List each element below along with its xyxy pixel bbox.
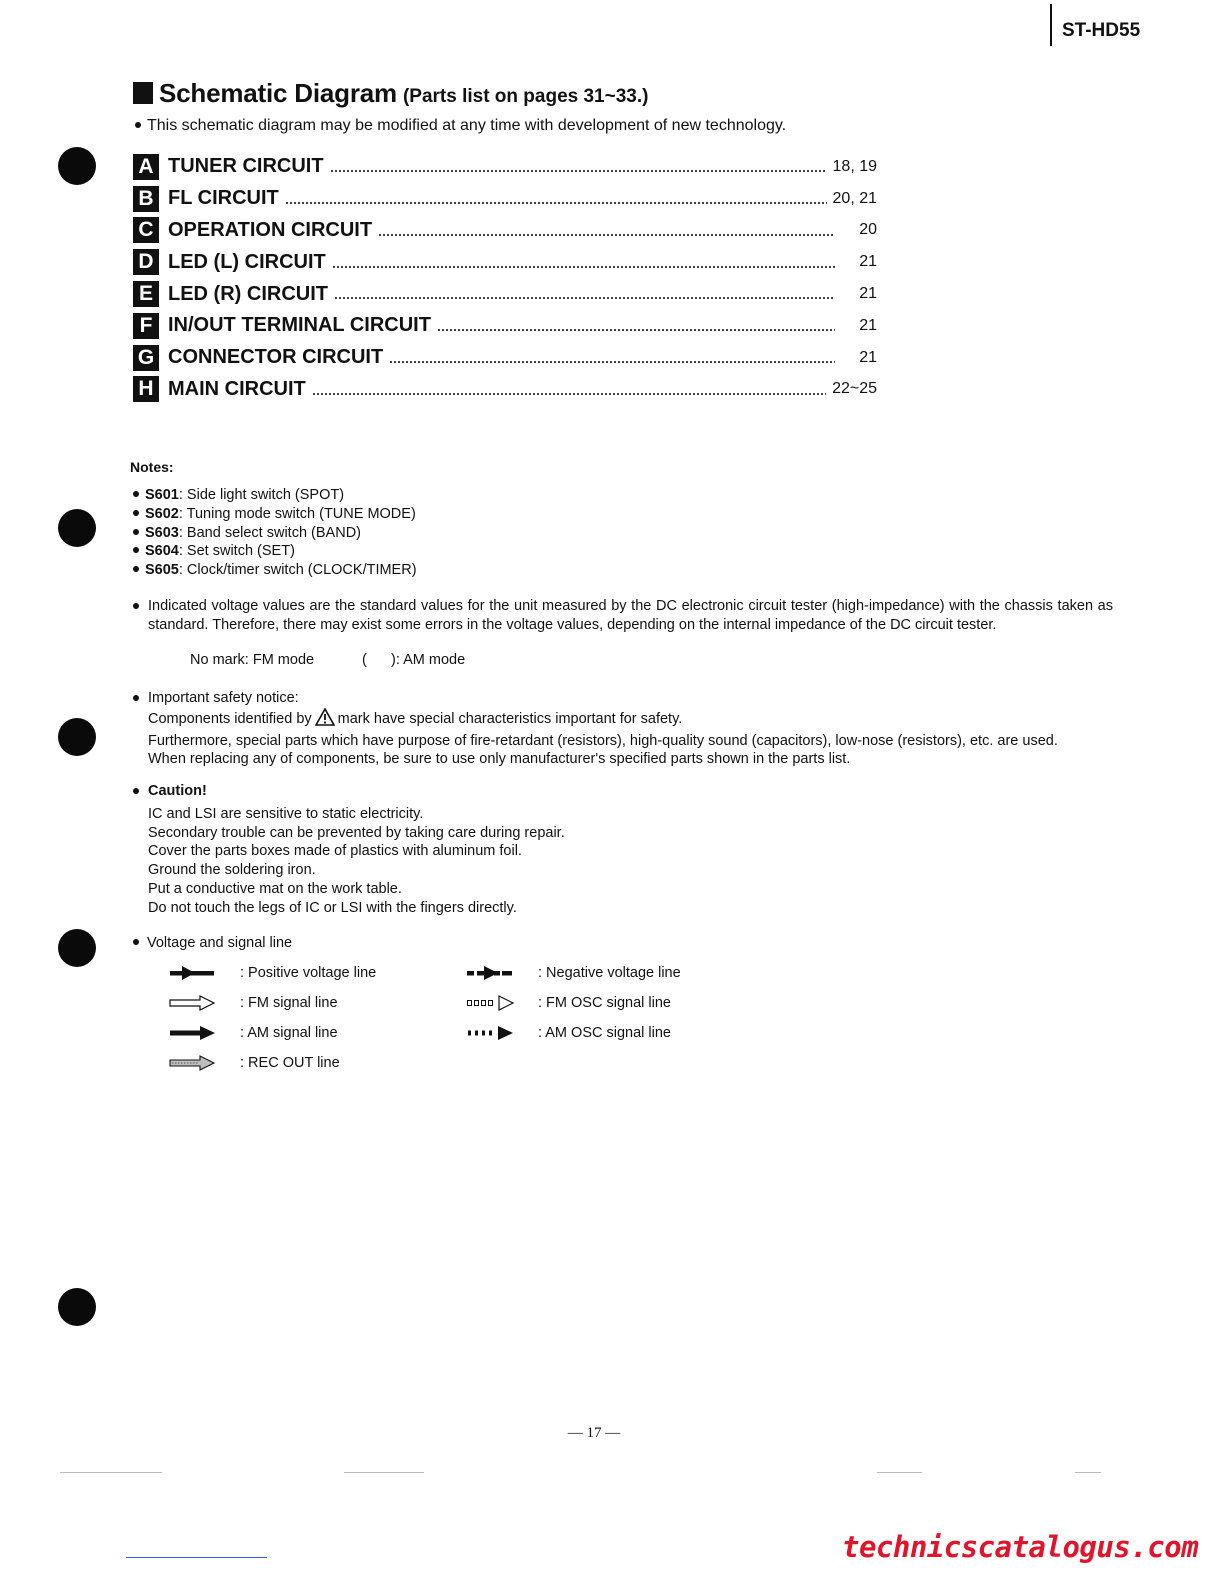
legend-negative-label: : Negative voltage line <box>538 965 681 981</box>
circuit-row-in-out-terminal[interactable] <box>133 310 877 342</box>
safety-title: Important safety notice: <box>148 690 299 706</box>
legend-rec-out-label: : REC OUT line <box>240 1055 340 1071</box>
bullet-icon <box>133 603 139 609</box>
punch-hole-decoration <box>58 147 96 185</box>
safety-line-1 <box>148 708 1113 732</box>
punch-hole-decoration <box>58 1288 96 1326</box>
circuit-name: IN/OUT TERMINAL CIRCUIT <box>168 314 431 337</box>
circuit-row-fl[interactable] <box>133 183 877 215</box>
signal-legend-heading <box>133 935 292 951</box>
watermark-link[interactable]: technicscatalogus.com <box>842 1530 1199 1564</box>
punch-hole-decoration <box>58 509 96 547</box>
switch-desc: : Clock/timer switch (CLOCK/TIMER) <box>178 562 417 579</box>
dot-leader <box>330 168 827 175</box>
switch-item <box>133 486 417 505</box>
circuit-pages: 21 <box>859 253 877 271</box>
dot-leader <box>378 231 835 238</box>
circuit-pages: 21 <box>859 316 877 334</box>
circuit-pages: 21 <box>859 348 877 366</box>
punch-hole-decoration <box>58 929 96 967</box>
circuit-row-led-l[interactable] <box>133 246 877 278</box>
bullet-icon <box>135 122 141 128</box>
bullet-icon <box>133 788 139 794</box>
safety-line-1-after: mark have special characteristics important for safety. <box>337 710 683 727</box>
bullet-icon <box>133 491 139 497</box>
circuit-pages: 21 <box>859 285 877 303</box>
circuit-name: OPERATION CIRCUIT <box>168 218 373 241</box>
legend-positive-label: : Positive voltage line <box>240 965 377 981</box>
caution-title: Caution! <box>148 783 207 799</box>
circuit-letter-box: D <box>133 249 159 275</box>
caution-line: Put a conductive mat on the work table. <box>148 880 402 897</box>
safety-line-3: When replacing any of components, be sure to use only manufacturer's specified parts shown in the parts list. <box>148 751 851 768</box>
model-number: ST-HD55 <box>1062 20 1141 41</box>
switch-code: S602 <box>145 505 179 522</box>
safety-line-2: Furthermore, special parts which have purpose of fire-retardant (resistors), high-quality sound (capacitors), low-nose (resistors), etc. are used. <box>148 732 1058 749</box>
switch-desc: : Band select switch (BAND) <box>178 524 361 541</box>
switch-item <box>133 524 417 543</box>
switch-list <box>133 486 417 580</box>
caution-line: Secondary trouble can be prevented by taking care during repair. <box>148 824 565 841</box>
bullet-icon <box>133 695 139 701</box>
rec-out-arrow-icon <box>168 1053 218 1073</box>
legend-am-signal-label: : AM signal line <box>240 1025 338 1041</box>
legend-am-osc-label: : AM OSC signal line <box>538 1025 671 1041</box>
switch-code: S603 <box>145 524 179 541</box>
safety-line-1-before: Components identified by <box>148 710 312 727</box>
fm-osc-arrow-icon <box>466 993 516 1013</box>
legend-fm-signal-label: : FM signal line <box>240 995 338 1011</box>
bullet-icon <box>133 510 139 516</box>
switch-item <box>133 542 417 561</box>
circuit-letter-box: H <box>133 376 159 402</box>
model-header <box>1050 4 1140 46</box>
circuit-pages: 20, 21 <box>832 189 877 207</box>
voltage-note-text: Indicated voltage values are the standard values for the unit measured by the DC electronic circuit tester (high-impedance) with the chassis taken as standard. Therefore, there may exist some errors in the voltage values, depending on the internal impedance of the DC circuit tester. <box>148 598 1113 633</box>
title-subtitle: (Parts list on pages 31~33.) <box>402 86 649 107</box>
dot-leader <box>285 200 827 207</box>
am-osc-arrow-icon <box>466 1023 516 1043</box>
fm-signal-arrow-icon <box>168 993 218 1013</box>
page-title <box>133 78 648 109</box>
circuit-letter-box: G <box>133 345 159 371</box>
dot-leader <box>334 295 835 302</box>
signal-heading-text: Voltage and signal line <box>147 935 293 951</box>
circuit-row-tuner[interactable] <box>133 151 877 183</box>
circuit-pages: 18, 19 <box>832 157 877 175</box>
circuit-letter-box: C <box>133 217 159 243</box>
circuit-letter-box: F <box>133 313 159 339</box>
bullet-icon <box>133 529 139 535</box>
caution-note <box>133 782 833 918</box>
switch-code: S604 <box>145 543 179 560</box>
circuit-row-led-r[interactable] <box>133 278 877 310</box>
title-main: Schematic Diagram <box>159 78 397 108</box>
circuit-letter-box: E <box>133 281 159 307</box>
title-square-marker <box>133 82 153 104</box>
bullet-icon <box>133 939 139 945</box>
modify-note <box>135 117 786 135</box>
switch-code: S601 <box>145 487 179 503</box>
caution-lines <box>148 805 833 918</box>
bullet-icon <box>133 566 139 572</box>
switch-item <box>133 505 417 524</box>
circuit-name: MAIN CIRCUIT <box>168 377 306 400</box>
modify-note-text: This schematic diagram may be modified at any time with development of new technology. <box>147 117 787 134</box>
positive-voltage-arrow-icon <box>168 963 218 983</box>
punch-hole-decoration <box>58 718 96 756</box>
footer-rule <box>877 1472 922 1473</box>
footer-rule <box>60 1472 162 1473</box>
circuit-name: LED (L) CIRCUIT <box>168 250 326 273</box>
footer-rule <box>1075 1472 1101 1473</box>
circuit-letter-box: A <box>133 154 159 180</box>
caution-line: Cover the parts boxes made of plastics with aluminum foil. <box>148 843 522 860</box>
voltage-note <box>133 597 1113 635</box>
circuit-row-operation[interactable] <box>133 215 877 247</box>
circuit-pages: 22~25 <box>832 380 877 398</box>
legend-fm-osc-label: : FM OSC signal line <box>538 995 671 1011</box>
switch-desc: : Tuning mode switch (TUNE MODE) <box>178 505 416 522</box>
mode-fm-label: No mark: FM mode <box>190 652 315 668</box>
circuit-name: FL CIRCUIT <box>168 187 279 210</box>
mode-am-label: ( ): AM mode <box>362 652 466 668</box>
caution-line: Ground the soldering iron. <box>148 862 316 879</box>
dot-leader <box>437 327 835 334</box>
notes-label: Notes: <box>130 459 174 475</box>
blue-underline <box>126 1557 267 1558</box>
circuit-name: CONNECTOR CIRCUIT <box>168 346 384 369</box>
bullet-icon <box>133 547 139 553</box>
footer-rule <box>344 1472 424 1473</box>
warning-triangle-icon <box>315 708 335 732</box>
switch-desc: : Side light switch (SPOT) <box>178 487 345 503</box>
negative-voltage-arrow-icon <box>466 963 516 983</box>
page-number: — 17 — <box>567 1425 621 1441</box>
safety-notice <box>133 689 1113 769</box>
caution-line: IC and LSI are sensitive to static electricity. <box>148 805 424 822</box>
switch-code: S605 <box>145 562 179 579</box>
circuit-row-connector[interactable] <box>133 342 877 374</box>
switch-item <box>133 561 417 580</box>
circuit-name: LED (R) CIRCUIT <box>168 282 328 305</box>
circuit-index <box>133 151 877 405</box>
circuit-name: TUNER CIRCUIT <box>168 155 324 178</box>
dot-leader <box>312 390 826 397</box>
dot-leader <box>332 263 835 270</box>
am-signal-arrow-icon <box>168 1023 218 1043</box>
circuit-letter-box: B <box>133 186 159 212</box>
dot-leader <box>389 359 835 366</box>
circuit-row-main[interactable] <box>133 374 877 406</box>
caution-line: Do not touch the legs of IC or LSI with the fingers directly. <box>148 899 517 916</box>
circuit-pages: 20 <box>859 221 877 239</box>
switch-desc: : Set switch (SET) <box>178 543 295 560</box>
